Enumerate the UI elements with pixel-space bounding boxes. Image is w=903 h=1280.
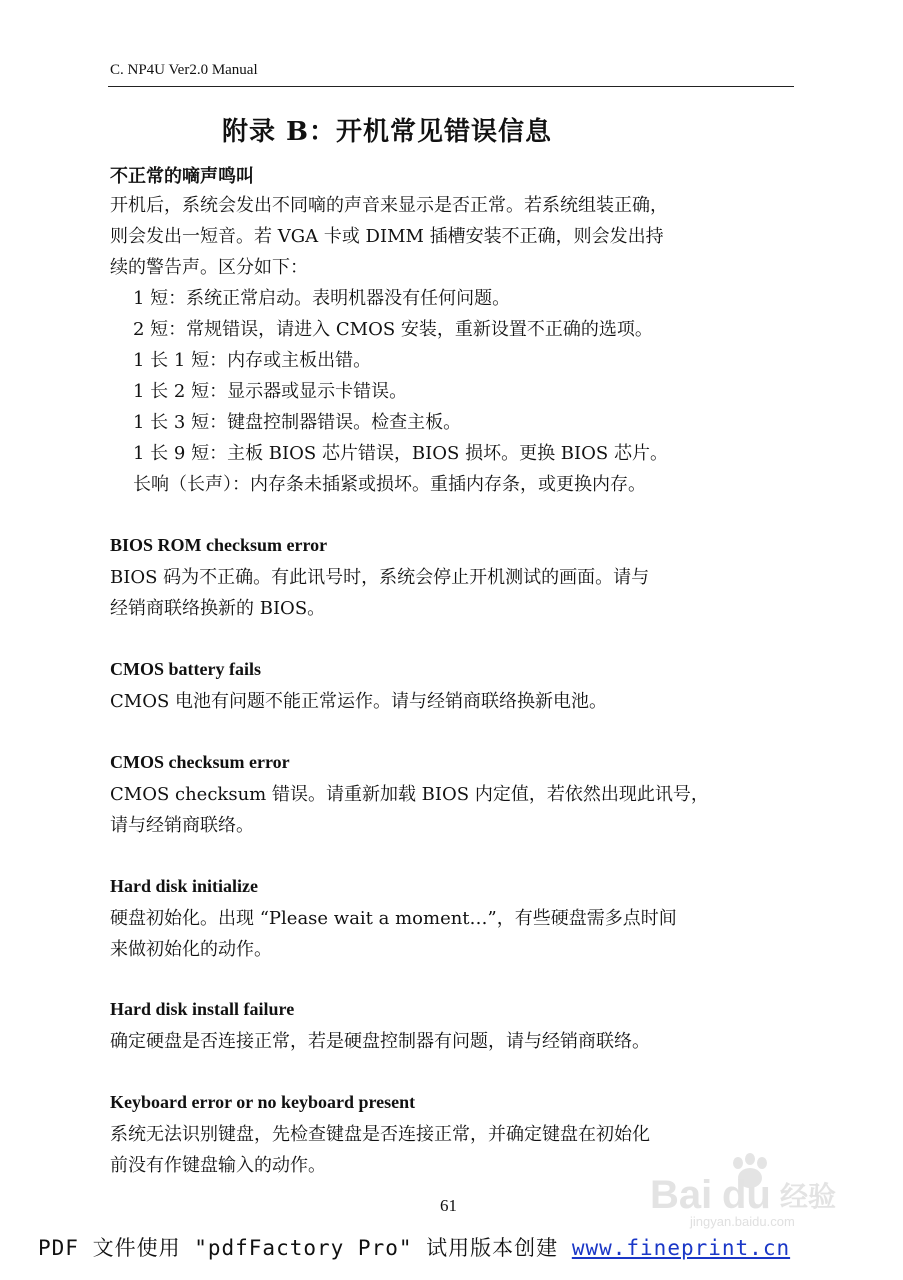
error-text-hd-install-1: 确定硬盘是否连接正常，若是硬盘控制器有问题，请与经销商联络。: [110, 1031, 650, 1052]
beep-description-line-2: 则会发出一短音。若 VGA 卡或 DIMM 插槽安装不正确，则会发出持: [110, 226, 664, 247]
error-text-hd-init-2: 来做初始化的动作。: [110, 939, 272, 960]
beep-item-1: 1 短：系统正常启动。表明机器没有任何问题。: [133, 288, 511, 309]
error-text-cmos-battery-1: CMOS 电池有问题不能正常运作。请与经销商联络换新电池。: [110, 691, 608, 712]
error-text-cmos-checksum-2: 请与经销商联络。: [110, 815, 254, 836]
error-title-hd-install: Hard disk install failure: [110, 999, 295, 1019]
svg-text:jingyan.baidu.com: jingyan.baidu.com: [690, 1214, 795, 1229]
beep-item-3: 1 长 1 短：内存或主板出错。: [133, 350, 372, 371]
svg-text:Bai: Bai: [650, 1173, 713, 1217]
fineprint-link[interactable]: www.fineprint.cn: [571, 1236, 791, 1260]
error-title-cmos-checksum: CMOS checksum error: [110, 752, 290, 772]
error-title-bios-rom: BIOS ROM checksum error: [110, 535, 328, 555]
error-text-bios-rom-2: 经销商联络换新的 BIOS。: [110, 598, 326, 619]
svg-text:经验: 经验: [780, 1180, 837, 1213]
error-text-keyboard-1: 系统无法识别键盘，先检查键盘是否连接正常，并确定键盘在初始化: [110, 1124, 650, 1145]
header-divider: [108, 86, 794, 87]
beep-item-5: 1 长 3 短：键盘控制器错误。检查主板。: [133, 412, 462, 433]
page-number: 61: [440, 1196, 457, 1215]
footer-text: PDF 文件使用 "pdfFactory Pro" 试用版本创建: [38, 1236, 559, 1260]
pdf-footer: [38, 1232, 790, 1262]
error-text-cmos-checksum-1: CMOS checksum 错误。请重新加载 BIOS 内定值，若依然出现此讯号，: [110, 784, 709, 805]
beep-item-4: 1 长 2 短：显示器或显示卡错误。: [133, 381, 408, 402]
baidu-watermark-logo: [650, 1150, 840, 1230]
error-text-bios-rom-1: BIOS 码为不正确。有此讯号时，系统会停止开机测试的画面。请与: [110, 567, 650, 588]
beep-item-7: 长响（长声）：内存条未插紧或损坏。重插内存条，或更换内存。: [133, 474, 646, 495]
beep-item-2: 2 短：常规错误，请进入 CMOS 安装，重新设置不正确的选项。: [133, 319, 653, 340]
svg-text:du: du: [722, 1173, 771, 1217]
error-title-keyboard: Keyboard error or no keyboard present: [110, 1092, 416, 1112]
page-title: 附录 B：开机常见错误信息: [222, 117, 553, 147]
document-header: C. NP4U Ver2.0 Manual: [110, 62, 258, 78]
beep-section-title: 不正常的嘀声鸣叫: [110, 166, 254, 186]
error-title-cmos-battery: CMOS battery fails: [110, 659, 261, 679]
beep-description-line-3: 续的警告声。区分如下：: [110, 257, 308, 278]
error-text-hd-init-1: 硬盘初始化。出现 “Please wait a moment…”，有些硬盘需多点时间: [110, 908, 677, 929]
beep-description-line-1: 开机后，系统会发出不同嘀的声音来显示是否正常。若系统组装正确，: [110, 195, 668, 216]
beep-item-6: 1 长 9 短：主板 BIOS 芯片错误，BIOS 损坏。更换 BIOS 芯片。: [133, 443, 668, 464]
error-text-keyboard-2: 前没有作键盘输入的动作。: [110, 1155, 326, 1176]
error-title-hd-init: Hard disk initialize: [110, 876, 259, 896]
